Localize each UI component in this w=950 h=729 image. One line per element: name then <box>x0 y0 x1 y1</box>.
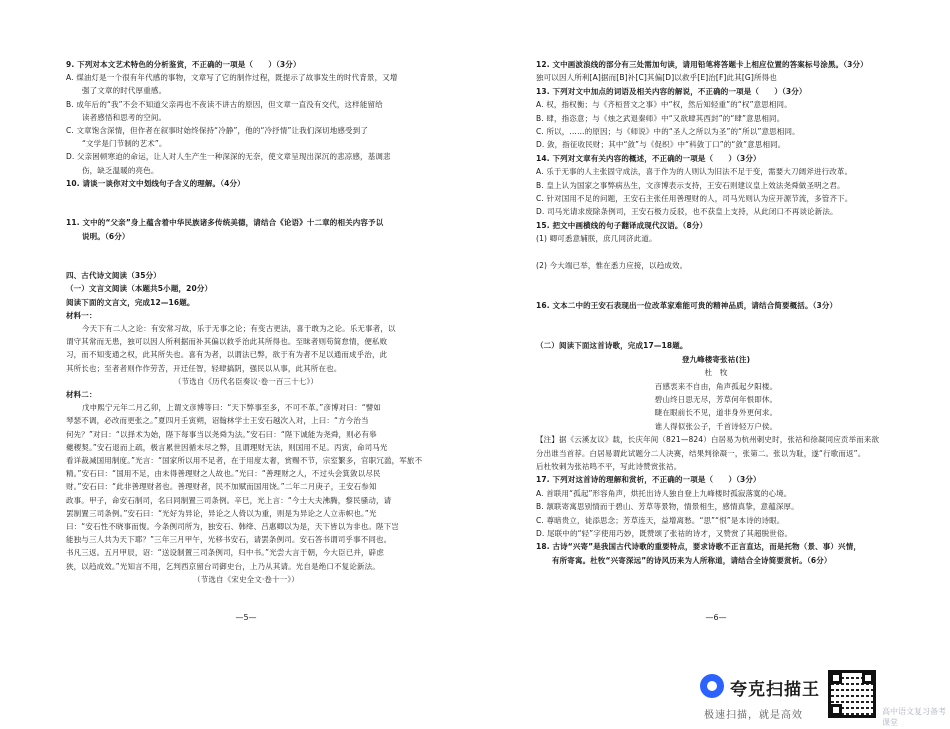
text-line: 何先？”对曰：“以择术为始，陛下每事当以尧舜为法。”安石曰：“陛下诚能为尧舜，则必有皋 <box>66 429 377 439</box>
text-line: 强了文章的时代厚重感。 <box>82 86 167 96</box>
text-line: 材料一： <box>66 310 97 320</box>
text-line: B. 成年后的“我”不会不知道父亲再也不夜读不讲古的原因，但文章一直没有交代，这样能留给 <box>66 99 383 109</box>
text-line: 读者感悟和思考的空间。 <box>82 112 167 122</box>
text-line: 12. 文中画波浪线的部分有三处需加句读，请用铅笔将答题卡上相应位置的答案标号涂黑。（3分） <box>536 60 868 69</box>
text-line: 伤，缺乏温暖的亮色。 <box>82 165 159 175</box>
text-line: （二）阅读下面这首诗歌，完成17—18题。 <box>536 341 688 351</box>
text-line: 精。”安石曰：“国用不足，由未得善理财之人故也。”光曰：“善理财之人，不过头会箕敛以尽民 <box>66 469 381 479</box>
text-line: 16. 文本二中的王安石表现出一位改革家难能可贵的精神品质，请结合简要概括。（3分） <box>536 301 838 311</box>
text-line: (2) 今大端已举，惟在悉力应接，以趋成效。 <box>536 261 688 270</box>
text-line: 10. 请谈一谈你对文中划线句子含义的理解。（4分） <box>66 178 245 188</box>
text-line: A. 煤油灯是一个很有年代感的事物，文章写了它的制作过程，既提示了故事发生的时代背景，又增 <box>66 73 398 83</box>
text-line: （节选自《宋史全文·卷十一》） <box>193 574 299 584</box>
page-number: —5— <box>235 613 257 622</box>
text-line: 看详裁减国用制度。”光言：“国家所以用不足者，在于用度太奢，赏赐不节，宗室繁多，官职冗滥，军旅不 <box>66 456 423 465</box>
text-line: 琴瑟不调，必改而更张之。”夏四月壬寅朔，诏翰林学士王安石越次入对，上曰：“方今治当 <box>66 416 369 426</box>
text-line: 【注】据《云溪友议》载，长庆年间（821—824）白居易为杭州刺史时，张祜和徐凝同应贡举而来欲 <box>536 435 880 445</box>
text-line: 材料二： <box>66 390 97 399</box>
text-line: 政事。甲子，命安石制司，名曰同制置三司条例。辛巳，光上言：“今士大夫沸腾，黎民骚动，请 <box>66 495 392 505</box>
text-line: 习，而不知变通之权，此其所失也。喜有为者，以谓法已弊，欲于有为者不足以通而成乎治，此 <box>66 350 388 360</box>
text-line: 能独与三人共为天下耶？”三年三月甲午，光移书安石，请罢条例司。安石答书谓司乎事不同也。 <box>66 535 392 545</box>
text-line: 戊申熙宁元年二月乙卯，上谓文彦博等曰：“天下弊事至多，不可不革。”彦博对曰：“譬如 <box>82 403 382 413</box>
left-exam-page <box>66 60 426 620</box>
qr-code-icon <box>828 670 876 718</box>
text-line: A. 乐于无事的人主张固守成法，喜于作为的人则认为旧法不足于变，需要大刀阔斧进行改革。 <box>536 167 853 177</box>
text-line: C. 尊暗贵立，徒添思念；芳草连天，益增离愁。“思”“恨”是本诗的诗眼。 <box>536 515 785 525</box>
text-line: 书凡三返。五月甲辰，诏：“送设制置三司条例司，归中书。”光尝大言于朝，今大臣已并，辟虑 <box>66 548 384 558</box>
text-line: D. 父亲困顿寒迫的命运，让人对人生产生一种深深的无奈，使文章呈现出深沉的悲凉感，基调悲 <box>66 152 391 162</box>
text-line: 夔稷契。”安石退而上疏，极言累世因循未尽之弊，且谓理财无法，则国用不足。丙寅，命司马光 <box>66 442 388 452</box>
text-line: 说明。（6分） <box>82 231 130 241</box>
text-line: 18. 古诗“兴寄”是我国古代诗歌的重要特点，要求诗歌不正言直达，而是托物（景、事）兴情， <box>536 542 862 552</box>
text-line: (1) 卿可悉意辅朕，庶几同济此道。 <box>536 234 657 244</box>
text-line: 有所寄寓。杜牧“兴寄深远”的诗风历来为人所称道，请结合全诗简要赏析。（6分） <box>552 555 832 565</box>
text-line: C. 针对国用不足的问题，王安石主张任用善理财的人，司马光则认为应开源节流，多管齐下。 <box>536 194 853 203</box>
text-line: B. 肆，指恣意；与《烛之武退秦师》中“又欲肆其西封”的“肆”意思相同。 <box>536 113 785 123</box>
text-line: （节选自《历代名臣奏议·卷一百三十七》） <box>173 376 319 386</box>
text-line: 分出谁当首荐。白居易谓此试题分二人决赛，结果判徐凝一，张第二。张以为耻，遂“行歌而返”。 <box>536 448 866 458</box>
text-line: 后杜牧刺为张祜鸣不平，写此诗赞赏张祜。 <box>536 462 682 471</box>
text-line: 13. 下列对文中加点的词语及相关内容的解说，不正确的一项是（ ）（3分） <box>536 86 807 96</box>
text-line: 四、古代诗文阅读（35分） <box>66 271 161 281</box>
scanner-branding <box>700 670 950 727</box>
text-line: 罢制置三司条例。”安石曰：“光好为异论，异论之人倚以为重，则是为异论之人立赤帜也。”光 <box>66 508 377 518</box>
text-line: D. 敛，指征收民财；其中“敛”与《促织》中“科敛丁口”的“敛”意思相同。 <box>536 140 786 150</box>
text-line: 财。”安石曰：“此非善理财者也。善理财者，民不加赋而国用饶。”二年二月庚子，王安石参知 <box>66 482 377 492</box>
text-line: 谁人得似张公子，千首诗轻万户侯。 <box>654 421 778 431</box>
text-line: C. 所以，……的原因；与《师说》中的“圣人之所以为圣”的“所以”意思相同。 <box>536 127 800 136</box>
text-line: 曰：“安石性不晓事而愎。今条例司所为，独安石、韩绛、吕惠卿以为是，天下皆以为非也。陛下岂 <box>66 522 399 531</box>
text-line: 11. 文中的“父亲”身上蕴含着中华民族诸多传统美德，请结合《论语》十二章的相关内容予以 <box>66 218 384 228</box>
text-line: 登九峰楼寄张祜(注) <box>681 354 751 364</box>
text-line: A. 首联用“孤起”形容角声，烘托出诗人独自登上九峰楼时孤寂落寞的心境。 <box>536 488 792 498</box>
text-line: 杜 牧 <box>704 368 728 378</box>
text-line: 14. 下列对文章有关内容的概述，不正确的一项是（ ）（3分） <box>536 153 761 163</box>
text-line: A. 权，指权衡；与《齐桓晋文之事》中“权，然后知轻重”的“权”意思相同。 <box>536 100 792 110</box>
watermark-text: 高中语文复习备考课堂 <box>882 707 946 727</box>
text-line: D. 司马光请求废除条例司，王安石极力反驳，也不获皇上支持，从此闭口不再谈论新法。 <box>536 207 838 217</box>
text-line: B. 皇上认为国家之事弊病丛生，文彦博表示支持，王安石则建议皇上效法尧舜做圣明之君。 <box>536 180 845 190</box>
right-exam-page <box>536 60 896 620</box>
text-line: 今天下有二人之论：有安常习故，乐于无事之论；有变古更法，喜于敢为之论。乐无事者，以 <box>82 324 396 333</box>
text-line: 碧山终日思无尽，芳草何年恨即休。 <box>654 395 778 404</box>
page-number: —6— <box>705 613 727 622</box>
text-line: 百感衷来不自由，角声孤起夕阳楼。 <box>654 381 778 391</box>
brand-name: 夸克扫描王 <box>730 680 820 700</box>
text-line: 9. 下列对本文艺术特色的分析鉴赏，不正确的一项是（ ）（3分） <box>66 60 301 69</box>
text-line: 阅读下面的文言文，完成12—16题。 <box>66 297 195 307</box>
text-line: 15. 把文中画横线的句子翻译成现代汉语。（8分） <box>536 220 708 230</box>
quark-logo-icon <box>700 674 724 698</box>
text-line: 独可以因人所利[A]据而[B]补[C]其偏[D]以救乎[E]治[F]此其[G]所得也 <box>536 73 777 83</box>
text-line: “文学是门节制的艺术”。 <box>82 139 167 149</box>
text-line: 谓守其常而无患，独可以因人所利据而补其偏以救乎治此其所得也。至昧者则苟简怠情，便私败 <box>66 337 388 347</box>
text-line: B. 颔联寄寓思别情而于碧山、芳草等景物，情景相生，感情真挚，意蕴深厚。 <box>536 502 799 512</box>
text-line: D. 尾联中的“轻”字使用巧妙，既赞颂了张祜的诗才，又赞赏了其超脱世俗。 <box>536 529 793 538</box>
text-line: 其所长也；至者者则作作劳苦，开迁任智，轻肆搞阴，强民以从事，此其所在也。 <box>66 363 342 373</box>
text-line: 狭，以趋成效。”光知言不用，乞判西京留台司御史台，上乃从其请。光自是绝口不复论新法。 <box>66 561 380 571</box>
brand-slogan: 极速扫描，就是高效 <box>704 710 803 721</box>
text-line: （一）文言文阅读（本题共5小题，20分） <box>66 284 213 294</box>
text-line: C. 文章饱含深情，但作者在叙事时始终保持“冷静”，他的“冷抒情”让我们深切地感受到了 <box>66 126 368 135</box>
text-line: 睫在眼前长不见，道非身外更何求。 <box>654 408 778 418</box>
text-line: 17. 下列对这首诗的理解和赏析，不正确的一项是（ ）（3分） <box>536 475 761 485</box>
